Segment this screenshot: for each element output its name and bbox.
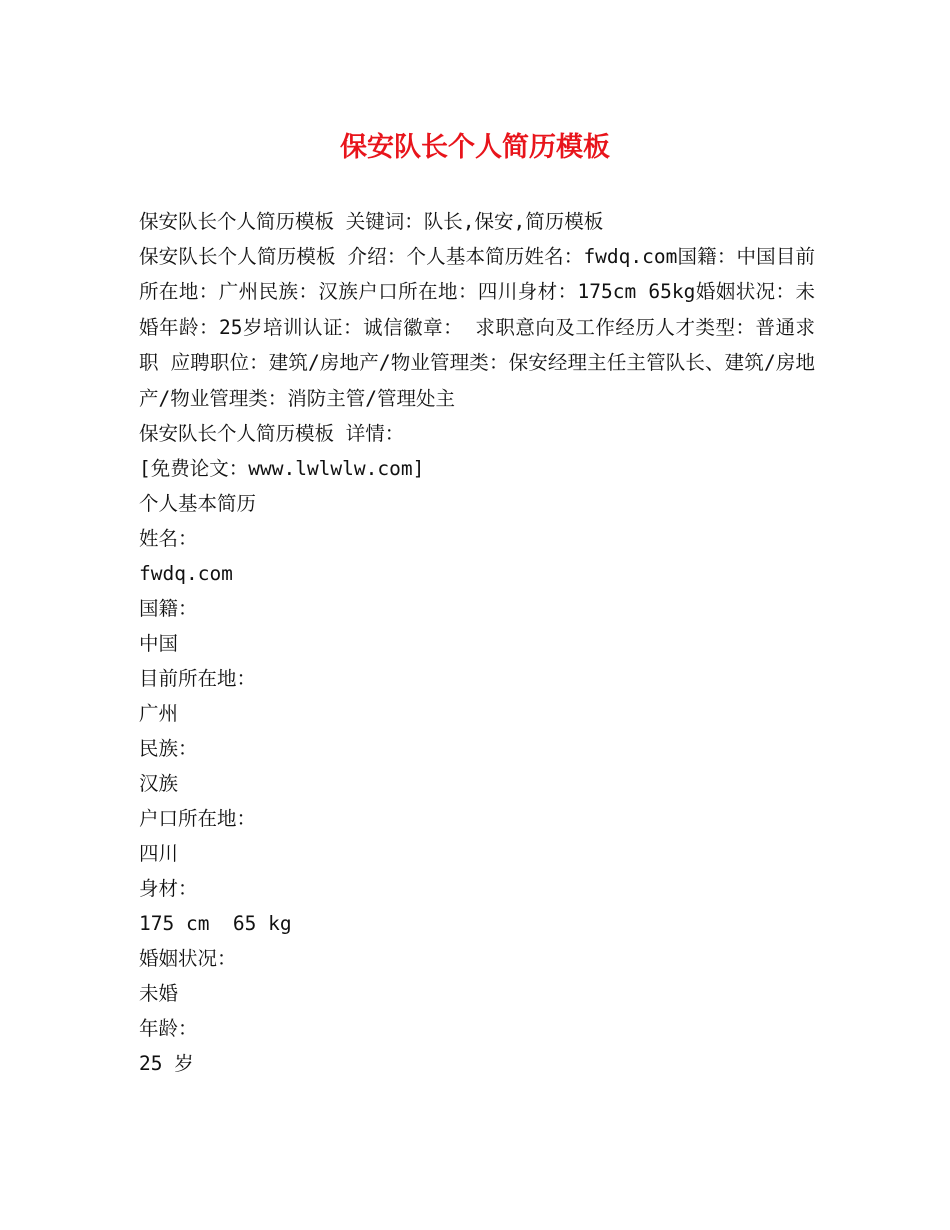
- field-label-marital-status: 婚姻状况：: [139, 947, 237, 971]
- field-value-ethnicity: 汉族: [139, 772, 179, 796]
- section-heading: 个人基本简历: [139, 492, 257, 516]
- field-value-current-location: 广州: [139, 702, 179, 726]
- document-body: [139, 204, 815, 1081]
- keywords-line: 保安队长个人简历模板 关键词：队长,保安,简历模板: [139, 210, 604, 233]
- field-value-age: 25 岁: [139, 1052, 194, 1076]
- field-label-name: 姓名：: [139, 527, 198, 551]
- field-label-age: 年龄：: [139, 1017, 198, 1041]
- field-label-nationality: 国籍：: [139, 597, 198, 621]
- details-line: 保安队长个人简历模板 详情：: [139, 422, 405, 446]
- document-title: 保安队长个人简历模板: [340, 132, 610, 163]
- field-label-hukou: 户口所在地：: [139, 807, 257, 831]
- intro-paragraph: 保安队长个人简历模板 介绍：个人基本简历姓名：fwdq.com国籍：中国目前所在地：广州民族：汉族户口所在地：四川身材：175cm 65kg婚姻状况：未婚年龄：25岁培训认证：诚信徽章： 求职意向及工作经历人才类型：普通求职 应聘职位：建筑/房地产/物业管理类：保安经理主任主管队长、建筑/房地产/物业管理类：消防主管/管理处主: [139, 245, 815, 410]
- source-line: [免费论文：www.lwlwlw.com]: [139, 457, 425, 481]
- field-value-physique: 175 cm 65 kg: [139, 912, 292, 936]
- field-value-hukou: 四川: [139, 842, 179, 866]
- field-label-physique: 身材：: [139, 877, 198, 901]
- field-value-name: fwdq.com: [139, 562, 233, 586]
- field-value-marital-status: 未婚: [139, 982, 179, 1006]
- field-label-current-location: 目前所在地：: [139, 667, 257, 691]
- field-label-ethnicity: 民族：: [139, 737, 198, 761]
- field-value-nationality: 中国: [139, 632, 179, 656]
